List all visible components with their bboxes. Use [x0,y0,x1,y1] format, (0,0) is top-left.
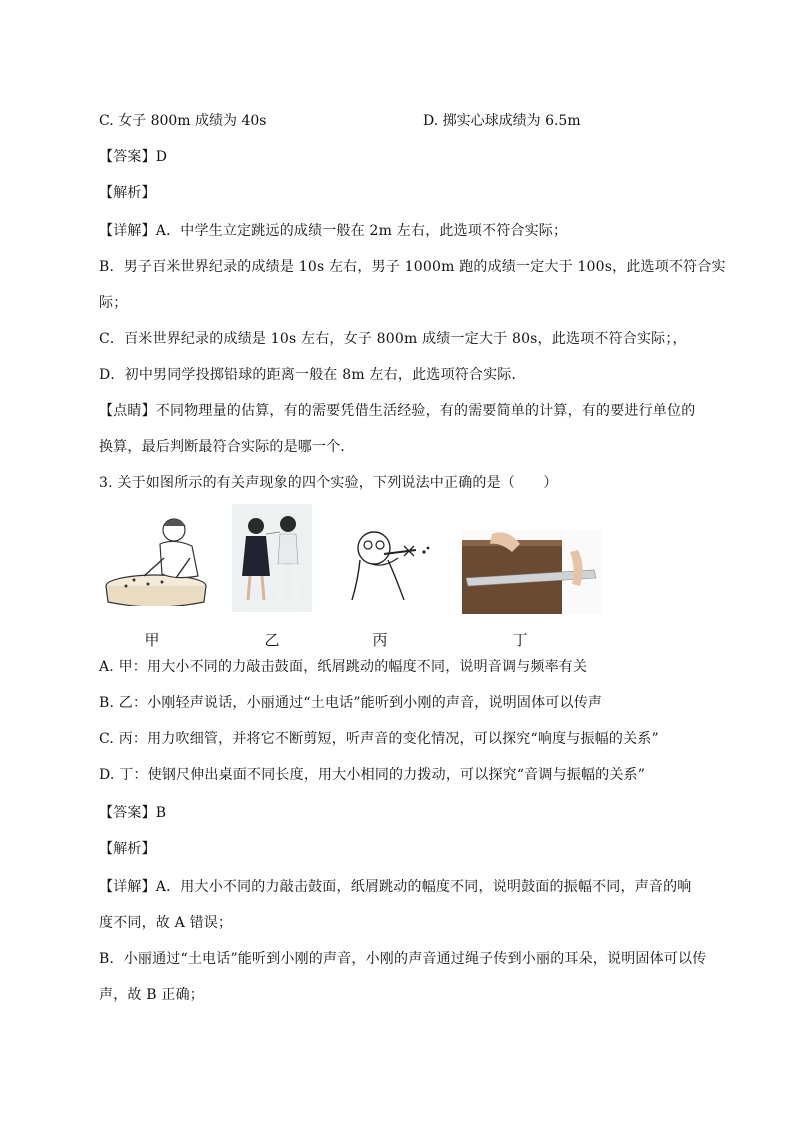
q3-analysis-label: 【解析】 [99,841,156,857]
q3-figure-group [104,504,704,654]
q3-detail-line: 【详解】A．用大小不同的力敲击鼓面，纸屑跳动的幅度不同，说明鼓面的振幅不同，声音的响 [99,879,692,895]
q3-answer: 【答案】B [99,805,167,821]
figure-caption-bing: 丙 [372,631,388,649]
drum-experiment-illustration [104,514,214,606]
q2-remark-line: 【点睛】不同物理量的估算，有的需要凭借生活经验，有的需要简单的计算，有的要进行单位的 [99,403,696,419]
q3-option-a: A. 甲：用大小不同的力敲击鼓面，纸屑跳动的幅度不同，说明音调与频率有关 [99,659,588,675]
ruler-table-photo [462,530,602,614]
string-telephone-photo [232,504,312,612]
figure-caption-jia: 甲 [144,631,160,649]
q2-option-c: C. 女子 800m 成绩为 40s [99,113,267,129]
q2-detail-line: 【详解】A．中学生立定跳远的成绩一般在 2m 左右，此选项不符合实际； [99,223,568,239]
q2-answer: 【答案】D [99,149,168,165]
straw-blowing-illustration [344,520,434,604]
q2-analysis-label: 【解析】 [99,185,156,201]
q2-option-d: D. 掷实心球成绩为 6.5m [423,113,581,129]
q2-detail-line: B．男子百米世界纪录的成绩是 10s 左右，男子 1000m 跑的成绩一定大于 100s，此选项不符合实 [99,259,726,275]
q3-stem: 3. 关于如图所示的有关声现象的四个实验，下列说法中正确的是（ ） [99,475,558,491]
q3-option-b: B. 乙：小刚轻声说话，小丽通过“土电话”能听到小刚的声音，说明固体可以传声 [99,695,603,711]
figure-caption-ding: 丁 [512,631,528,649]
q2-remark-line: 换算，最后判断最符合实际的是哪一个． [99,439,355,455]
q3-detail-line: B．小丽通过“土电话”能听到小刚的声音，小刚的声音通过绳子传到小丽的耳朵，说明固体可以传 [99,951,707,967]
figure-caption-yi: 乙 [264,631,280,649]
q3-option-d: D. 丁：使钢尺伸出桌面不同长度，用大小相同的力拨动，可以探究“音调与振幅的关系” [99,767,646,783]
q3-option-c: C. 丙：用力吹细管，并将它不断剪短，听声音的变化情况，可以探究“响度与振幅的关系” [99,731,659,747]
q3-detail-line: 度不同，故 A 错误； [99,915,233,931]
q2-detail-line: C．百米世界纪录的成绩是 10s 左右，女子 800m 成绩一定大于 80s，此选项不符合实际；， [99,331,687,347]
q2-detail-line: 际； [99,295,128,311]
q2-detail-line: D．初中男同学投掷铅球的距离一般在 8m 左右，此选项符合实际． [99,367,526,383]
q3-detail-line: 声，故 B 正确； [99,987,204,1003]
